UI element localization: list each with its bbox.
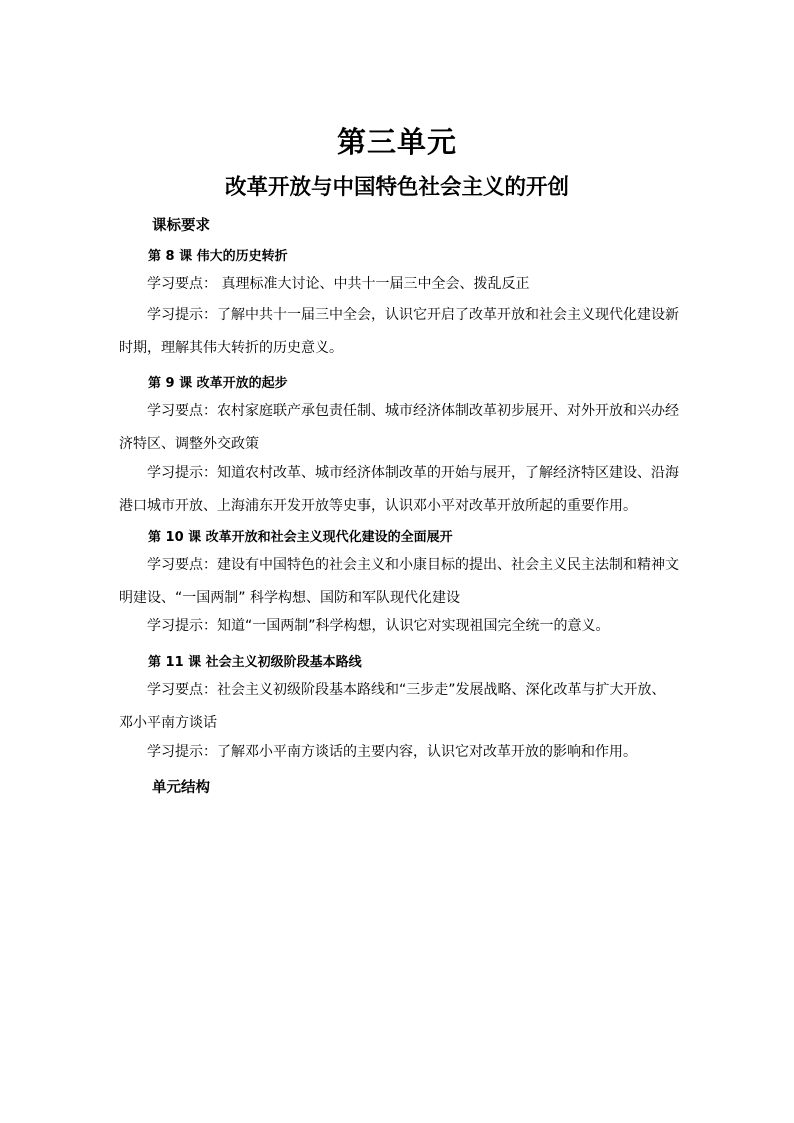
lesson-10-points: 学习要点：建设有中国特色的社会主义和小康目标的提出、社会主义民主法制和精神文明建设、“一国两制” 科学构想、国防和军队现代化建设 bbox=[119, 557, 679, 606]
lesson-heading-11: 第 11 课 社会主义初级阶段基本路线 bbox=[148, 655, 362, 670]
standards-heading: 课标要求 bbox=[152, 218, 210, 234]
lesson-9-points: 学习要点：农村家庭联产承包责任制、城市经济体制改革初步展开、对外开放和兴办经济特区、调整外交政策 bbox=[119, 403, 679, 452]
lesson-11-hint: 学习提示：了解邓小平南方谈话的主要内容，认识它对改革开放的影响和作用。 bbox=[147, 744, 637, 760]
lesson-heading-10: 第 10 课 改革开放和社会主义现代化建设的全面展开 bbox=[148, 530, 453, 545]
lesson-9-hint: 学习提示：知道农村改革、城市经济体制改革的开始与展开，了解经济特区建设、沿海港口城市开放、上海浦东开发开放等史事，认识邓小平对改革开放所起的重要作用。 bbox=[119, 465, 679, 514]
lesson-8-points: 学习要点： 真理标准大讨论、中共十一届三中全会、拨乱反正 bbox=[147, 276, 530, 292]
unit-subtitle: 改革开放与中国特色社会主义的开创 bbox=[224, 175, 569, 200]
structure-heading: 单元结构 bbox=[152, 780, 210, 796]
lesson-10-hint: 学习提示：知道“一国两制”科学构想，认识它对实现祖国完全统一的意义。 bbox=[147, 618, 610, 634]
lesson-8-hint: 学习提示：了解中共十一届三中全会，认识它开启了改革开放和社会主义现代化建设新时期，理解其伟大转折的历史意义。 bbox=[119, 307, 679, 356]
lesson-heading-9: 第 9 课 改革开放的起步 bbox=[148, 376, 288, 391]
lesson-11-points: 学习要点：社会主义初级阶段基本路线和“三步走”发展战略、深化改革与扩大开放、邓小平南方谈话 bbox=[119, 682, 666, 731]
unit-title: 第三单元 bbox=[336, 125, 457, 159]
lesson-heading-8: 第 8 课 伟大的历史转折 bbox=[148, 249, 288, 264]
